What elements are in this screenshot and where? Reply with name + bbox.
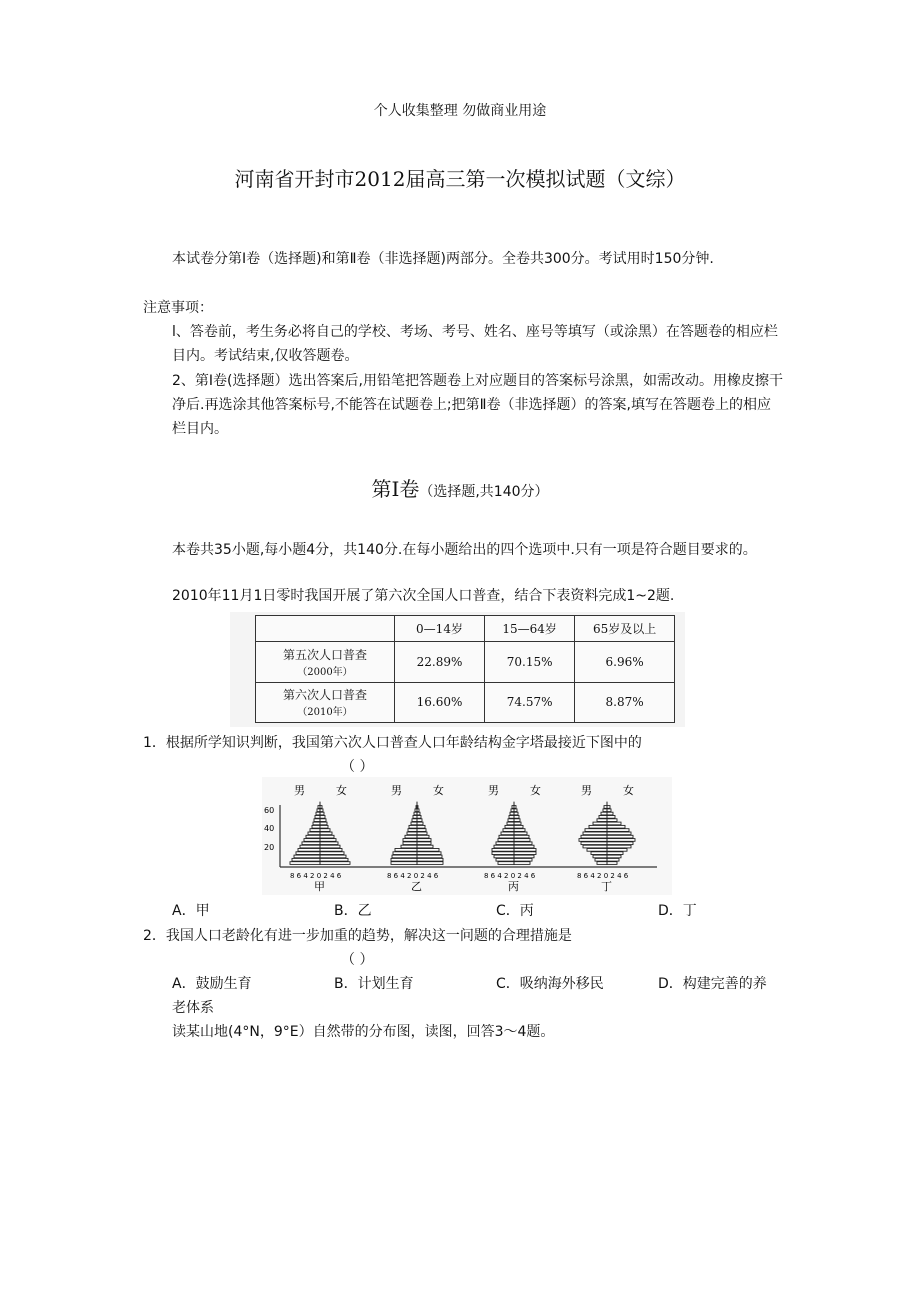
notes-heading: 注意事项： [143, 300, 213, 316]
section-intro: 本卷共35小题,每小题4分，共140分.在每小题给出的四个选项中.只有一项是符合题目要求的。 [172, 542, 757, 558]
table-header-cell: 15—64岁 [485, 616, 575, 642]
census-name: 第五次人口普查 [282, 647, 367, 662]
census-table [255, 615, 675, 723]
q2-option-d-wrap: 老体系 [172, 1000, 214, 1016]
sex-label-female: 女 [530, 784, 541, 797]
q1-option-c: C．丙 [496, 903, 534, 919]
table-cell: 6.96% [575, 642, 675, 683]
question-2-blank: （ ） [341, 952, 374, 968]
pyramid [387, 783, 444, 893]
question-3-intro: 读某山地(4°N，9°E）自然带的分布图，读图，回答3～4题。 [172, 1024, 555, 1040]
sex-label-female: 女 [433, 784, 444, 797]
table-row [256, 682, 675, 723]
note-item-1: l、答卷前，考生务必将自己的学校、考场、考号、姓名、座号等填写（或涂黑）在答题卷的相应栏目内。考试结束,仅收答题卷。 [172, 324, 778, 364]
question-1-blank: （ ） [341, 759, 374, 775]
intro-paragraph: 本试卷分第Ⅰ卷（选择题)和第Ⅱ卷（非选择题)两部分。全卷共300分。考试用时150分钟. [172, 251, 714, 267]
pyramid [577, 783, 635, 893]
pyramid-name: 丁 [601, 880, 612, 893]
page-title: 河南省开封市2012届高三第一次模拟试题（文综） [234, 167, 686, 191]
census-figure [230, 612, 685, 727]
table-cell: 16.60% [394, 682, 484, 723]
note-item-2: 2、第Ⅰ卷(选择题）选出答案后,用铅笔把答题卷上对应题目的答案标号涂黑，如需改动。用橡皮擦干净后.再选涂其他答案标号,不能答在试题卷上;把第Ⅱ卷（非选择题）的答案,填写在答题卷上的相应栏目内。 [172, 373, 783, 437]
census-year: （2000年） [297, 666, 353, 678]
table-row-label [256, 682, 395, 723]
question-2-stem: 2．我国人口老龄化有进一步加重的趋势，解决这一问题的合理措施是 [143, 928, 572, 944]
census-intro: 2010年11月1日零时我国开展了第六次全国人口普查，结合下表资料完成1~2题. [172, 588, 675, 604]
table-header-cell [256, 616, 395, 642]
section-heading [0, 473, 920, 502]
pyramid-name: 乙 [411, 880, 422, 893]
section-title: 第Ⅰ卷 [371, 477, 420, 501]
table-cell: 70.15% [485, 642, 575, 683]
question-1-stem: 1．根据所学知识判断，我国第六次人口普查人口年龄结构金字塔最接近下图中的 [143, 735, 642, 751]
pyramid [484, 783, 541, 893]
table-header-cell: 0—14岁 [394, 616, 484, 642]
q2-option-d: D．构建完善的养 [658, 976, 767, 992]
sex-label-male: 男 [391, 784, 402, 797]
x-tick-labels: 8 6 4 2 0 2 4 6 [484, 872, 536, 880]
x-tick-labels: 8 6 4 2 0 2 4 6 [290, 872, 342, 880]
x-tick-labels: 8 6 4 2 0 2 4 6 [577, 872, 629, 880]
y-tick: 60 [264, 806, 275, 815]
q2-option-b: B．计划生育 [334, 976, 414, 992]
sex-label-female: 女 [623, 784, 634, 797]
q1-option-a: A．甲 [172, 903, 210, 919]
table-cell: 74.57% [485, 682, 575, 723]
table-row-label [256, 642, 395, 683]
census-year: （2010年） [297, 707, 353, 719]
table-cell: 22.89% [394, 642, 484, 683]
pyramid [290, 783, 350, 893]
q1-option-d: D．丁 [658, 903, 697, 919]
pyramid-name: 甲 [314, 880, 325, 893]
pyramid-chart [262, 777, 672, 895]
sex-label-male: 男 [488, 784, 499, 797]
page-header: 个人收集整理 勿做商业用途 [373, 103, 547, 119]
table-header-cell: 65岁及以上 [575, 616, 675, 642]
table-cell: 8.87% [575, 682, 675, 723]
sex-label-male: 男 [294, 784, 305, 797]
pyramid-name: 丙 [508, 880, 519, 893]
q2-option-a: A．鼓励生育 [172, 976, 252, 992]
q1-option-b: B．乙 [334, 903, 372, 919]
y-tick: 20 [264, 843, 275, 852]
sex-label-female: 女 [336, 784, 347, 797]
census-name: 第六次人口普查 [282, 688, 367, 703]
q2-option-c: C．吸纳海外移民 [496, 976, 604, 992]
pyramid-figure [262, 777, 672, 895]
table-row [256, 642, 675, 683]
y-tick: 40 [264, 824, 275, 833]
sex-label-male: 男 [581, 784, 592, 797]
section-subtitle: （选择题,共140分） [419, 484, 549, 500]
x-tick-labels: 8 6 4 2 0 2 4 6 [387, 872, 439, 880]
